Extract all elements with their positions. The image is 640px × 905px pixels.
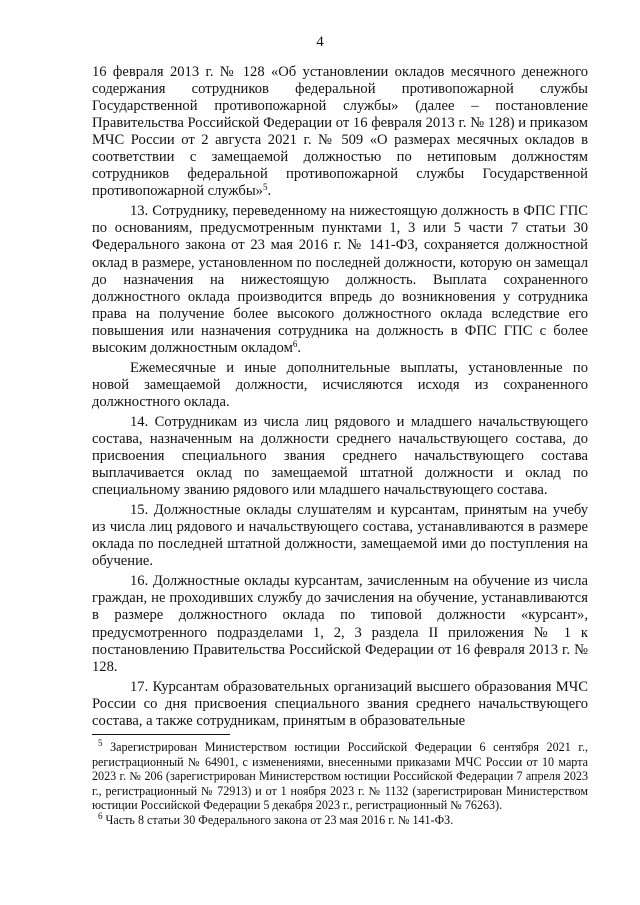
footnote-mark: 6 (98, 810, 103, 821)
document-body (92, 64, 588, 730)
paragraph-13 (92, 203, 588, 356)
footnote-ref-5[interactable]: 5 (262, 182, 268, 193)
paragraph-tail: . (267, 183, 272, 200)
paragraph-text: 13. Сотруднику, переведенному на нижестоящую должность в ФПС ГПС по основаниям, предусмотренным пунктами 1, 3 или 5 части 7 статьи 30 Федерального закона от 23 мая 2016 г. № 141-ФЗ, сохраняется должностной оклад в размере, установленном по последней должности, которую он замещал до назначения на нижестоящую должность. Выплата сохраненного должностного оклада производится впредь до возникновения у сотрудника права на получение более высокого должностного оклада вследствие его повышения или назначения сотрудника на должность в ФПС ГПС с более высоким должностным окладом (92, 203, 588, 356)
footnote-text: Зарегистрирован Министерством юстиции Российской Федерации 6 сентября 2021 г., регистрационный № 64901, с изменениями, внесенными приказами МЧС России от 10 марта 2023 г. № 206 (зарегистрирован Министерством юстиции Российской Федерации 7 апреля 2023 г., регистрационный № 72913) и от 1 ноября 2023 г. № 1132 (зарегистрирован Министерством юстиции Российской Федерации 5 декабря 2023 г., регистрационный № 76263). (92, 740, 588, 813)
footnote-6 (92, 810, 588, 828)
paragraph-13-additional: Ежемесячные и иные дополнительные выплаты, установленные по новой замещаемой должности, исчисляются исходя из сохраненного должностного оклада. (92, 359, 588, 410)
page-number: 4 (316, 34, 324, 50)
footnote-text: Часть 8 статьи 30 Федерального закона от 23 мая 2016 г. № 141-ФЗ. (105, 812, 454, 827)
paragraph-15: 15. Должностные оклады слушателям и курсантам, принятым на учебу из числа лиц рядового и начальствующего состава, устанавливаются в размере оклада по последней штатной должности, замещаемой ими до поступления на обучение. (92, 502, 588, 570)
paragraph-14: 14. Сотрудникам из числа лиц рядового и младшего начальствующего состава, назначенным на должности среднего начальствующего состава, до присвоения специального звания среднего начальствующего состава выплачивается оклад по замещаемой штатной должности и оклад по специальному званию рядового или младшего начальствующего состава. (92, 413, 588, 499)
paragraph-tail: . (297, 339, 301, 356)
paragraph-12-continued (92, 64, 588, 200)
paragraph-text: 16 февраля 2013 г. № 128 «Об установлении окладов месячного денежного содержания сотрудников федеральной противопожарной службы Государственной противопожарной службы» (далее – постановление Правительства Российской Федерации от 16 февраля 2013 г. № 128) и приказом МЧС России от 2 августа 2021 г. № 509 «О размерах месячных окладов в соответствии с замещаемой должностью по нетиповым должностям сотрудников федеральной противопожарной службы Государственной противопожарной службы» (92, 64, 588, 200)
footnote-ref-6[interactable]: 6 (292, 338, 298, 349)
paragraph-17: 17. Курсантам образовательных организаций высшего образования МЧС России со дня присвоения специального звания среднего начальствующего состава, а также сотрудникам, принятым в образовательные (92, 678, 588, 729)
footnote-separator (92, 734, 230, 735)
paragraph-16: 16. Должностные оклады курсантам, зачисленным на обучение из числа граждан, не проходивших службу до зачисления на обучение, устанавливаются в размере должностного оклада по типовой должности «курсант», предусмотренного подразделами 1, 2, 3 раздела II приложения № 1 к постановлению Правительства Российской Федерации от 16 февраля 2013 г. № 128. (92, 573, 588, 675)
footnote-5 (92, 740, 588, 813)
footnote-mark: 5 (98, 738, 103, 748)
footnotes (92, 740, 588, 828)
